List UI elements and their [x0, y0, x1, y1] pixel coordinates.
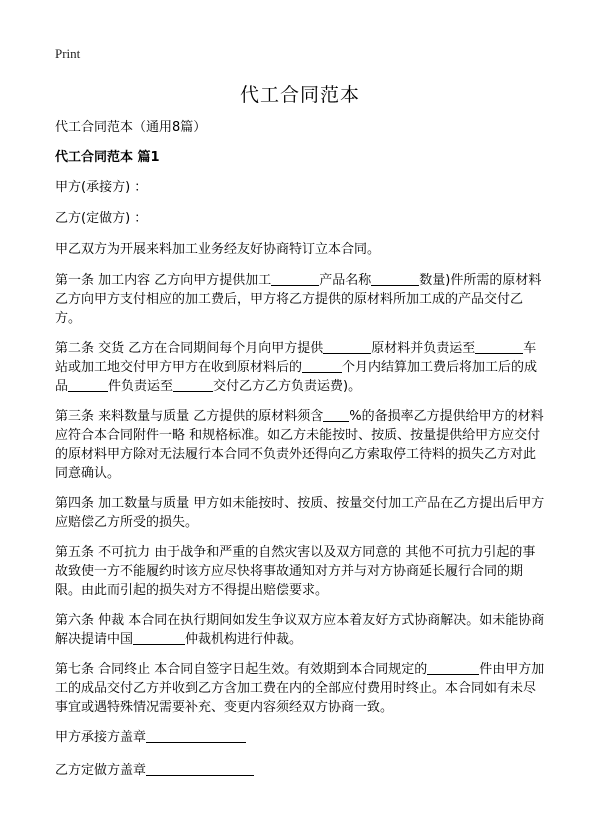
blank-field [173, 377, 213, 392]
blank-field [475, 339, 523, 354]
party-a-line: 甲方(承接方) ： [55, 180, 148, 195]
article-5: 第五条 不可抗力 由于战争和严重的自然灾害以及双方同意的 其他不可抗力引起的事故致使一方不能履约时该方应尽快将事故通知对方并与对方协商延长履行合同的期限。由此而引起的损失对方不得提出赔偿要求。 [55, 545, 536, 598]
signature-line [146, 728, 246, 743]
article-3: 第三条 来料数量与质量 乙方提供的原材料须含 %的备损率乙方提供给甲方的材料应符合本合同附件一略 和规格标准。如乙方未能按时、按质、按量提供给甲方应交付的原材料甲方除对无法履行本合同不负责外还得向乙方索取停工待料的损失乙方对此同意确认。 [55, 409, 544, 481]
article-6: 第六条 仲裁 本合同在执行期间如发生争议双方应本着友好方式协商解决。如未能协商解决提请中国 仲裁机构进行仲裁。 [55, 613, 545, 647]
signature-line [146, 761, 254, 776]
signature-party-b: 乙方定做方盖章 [55, 761, 548, 780]
signature-party-a: 甲方承接方盖章 [55, 728, 548, 747]
article-4: 第四条 加工数量与质量 甲方如未能按时、按质、按量交付加工产品在乙方提出后甲方应赔偿乙方所受的损失。 [55, 496, 545, 530]
blank-field [323, 407, 349, 422]
print-label[interactable]: Print [55, 46, 81, 61]
document-body [55, 118, 548, 794]
blank-field [68, 377, 108, 392]
blank-field [323, 339, 371, 354]
article-7: 第七条 合同终止 本合同自签字日起生效。有效期到本合同规定的 件由甲方加工的成品交付乙方并收到乙方含加工费在内的全部应付费用时终止。本合同如有未尽事宜或遇特殊情况需要补充、变更内容须经双方协商一致。 [55, 662, 545, 715]
document-title: 代工合同范本 [239, 84, 360, 106]
party-b-line: 乙方(定做方) ： [55, 211, 148, 226]
document-subtitle: 代工合同范本（通用8篇） [55, 120, 207, 135]
intro-paragraph: 甲乙双方为开展来料加工业务经友好协商特订立本合同。 [55, 242, 381, 257]
section-title: 代工合同范本 篇1 [55, 150, 160, 165]
blank-field [427, 660, 479, 675]
blank-field [371, 271, 419, 286]
blank-field [302, 358, 342, 373]
blank-field [271, 271, 319, 286]
article-2: 第二条 交货 乙方在合同期间每个月向甲方提供 原材料并负责运至 车站或加工地交付甲方甲方在收到原材料后的 个月内结算加工费后将加工后的成品 件负责运至 交付乙方乙方负责运费)。 [55, 341, 538, 394]
blank-field [133, 630, 185, 645]
article-1: 第一条 加工内容 乙方向甲方提供加工 产品名称 数量)件所需的原材料乙方向甲方支付相应的加工费后，甲方将乙方提供的原材料所加工成的产品交付乙方。 [55, 273, 542, 326]
